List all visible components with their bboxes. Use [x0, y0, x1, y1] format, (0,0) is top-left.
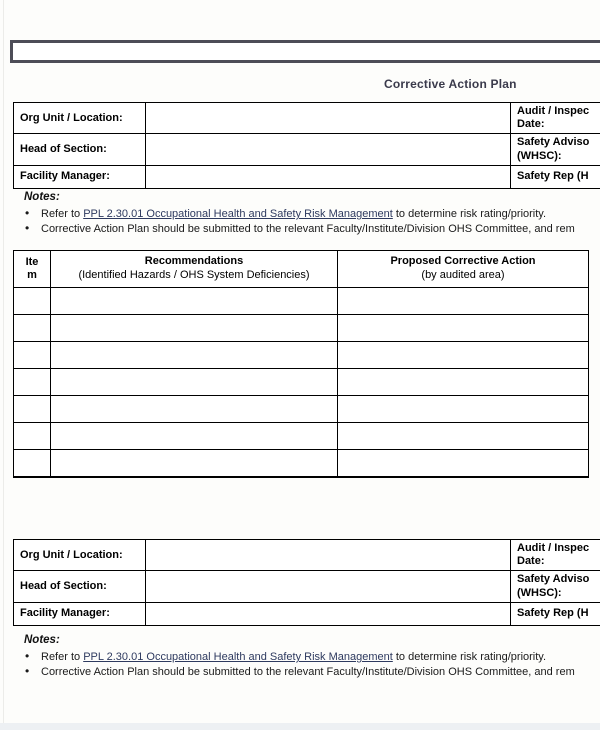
action-cell[interactable] [338, 450, 589, 478]
ppl-policy-link[interactable]: PPL 2.30.01 Occupational Health and Safety Risk Management [83, 651, 393, 663]
safety-advisor-label: Safety Adviso (WHSC): [511, 134, 600, 165]
item-cell[interactable] [14, 342, 51, 369]
table-row [14, 423, 589, 450]
org-unit-value-field[interactable] [146, 103, 511, 134]
note-bullet-refer: • Refer to PPL 2.30.01 Occupational Health and Safety Risk Management to determine risk rating/priority. [24, 650, 600, 664]
table-row [14, 315, 589, 342]
head-of-section-label: Head of Section: [14, 134, 146, 165]
action-cell[interactable] [338, 369, 589, 396]
item-cell[interactable] [14, 315, 51, 342]
table-row [14, 571, 600, 602]
action-cell[interactable] [338, 315, 589, 342]
note-bullet-refer: • Refer to PPL 2.30.01 Occupational Health and Safety Risk Management to determine risk rating/priority. [24, 207, 600, 221]
recommendations-column-header: Recommendations (Identified Hazards / OHS System Deficiencies) [51, 251, 338, 288]
table-row [14, 134, 600, 165]
table-row [14, 369, 589, 396]
facility-manager-label: Facility Manager: [14, 165, 146, 188]
recommendation-cell[interactable] [51, 315, 338, 342]
recommendation-cell[interactable] [51, 396, 338, 423]
item-cell[interactable] [14, 450, 51, 478]
recommendation-cell[interactable] [51, 342, 338, 369]
action-cell[interactable] [338, 342, 589, 369]
recommendation-cell[interactable] [51, 423, 338, 450]
head-of-section-value-field[interactable] [146, 571, 511, 602]
notes-heading: Notes: [24, 191, 60, 203]
notes-section-top [24, 191, 600, 238]
facility-manager-label: Facility Manager: [14, 602, 146, 625]
item-cell[interactable] [14, 288, 51, 315]
table-header-row [14, 251, 589, 288]
org-info-table-top [13, 102, 600, 189]
safety-advisor-label: Safety Adviso (WHSC): [511, 571, 600, 602]
action-cell[interactable] [338, 423, 589, 450]
table-row [14, 396, 589, 423]
audit-date-label: Audit / Inspec Date: [511, 540, 600, 571]
notes-heading: Notes: [24, 634, 60, 646]
org-unit-label: Org Unit / Location: [14, 540, 146, 571]
org-unit-label: Org Unit / Location: [14, 103, 146, 134]
item-cell[interactable] [14, 423, 51, 450]
note-bullet-submission: • Corrective Action Plan should be submitted to the relevant Faculty/Institute/Division OHS Committee, and rem [24, 665, 600, 679]
title-entry-box[interactable] [10, 40, 600, 63]
table-row [14, 602, 600, 625]
document-title: Corrective Action Plan [384, 77, 517, 91]
table-row [14, 288, 589, 315]
corrective-action-table [13, 250, 589, 478]
recommendation-cell[interactable] [51, 450, 338, 478]
recommendation-cell[interactable] [51, 369, 338, 396]
ppl-policy-link[interactable]: PPL 2.30.01 Occupational Health and Safety Risk Management [83, 208, 393, 220]
table-row [14, 103, 600, 134]
audit-date-label: Audit / Inspec Date: [511, 103, 600, 134]
head-of-section-label: Head of Section: [14, 571, 146, 602]
table-row [14, 540, 600, 571]
org-info-table-bottom [13, 539, 600, 626]
page-bottom-edge [0, 723, 600, 730]
head-of-section-value-field[interactable] [146, 134, 511, 165]
proposed-action-column-header: Proposed Corrective Action (by audited area) [338, 251, 589, 288]
item-column-header: Item [14, 251, 51, 288]
safety-rep-label: Safety Rep (H [511, 165, 600, 188]
item-cell[interactable] [14, 396, 51, 423]
table-row [14, 165, 600, 188]
action-cell[interactable] [338, 288, 589, 315]
note-bullet-submission: • Corrective Action Plan should be submitted to the relevant Faculty/Institute/Division OHS Committee, and rem [24, 222, 600, 236]
table-row [14, 342, 589, 369]
item-cell[interactable] [14, 369, 51, 396]
notes-section-bottom [24, 634, 600, 681]
page-edge-line [3, 0, 4, 730]
recommendation-cell[interactable] [51, 288, 338, 315]
facility-manager-value-field[interactable] [146, 165, 511, 188]
safety-rep-label: Safety Rep (H [511, 602, 600, 625]
facility-manager-value-field[interactable] [146, 602, 511, 625]
action-cell[interactable] [338, 396, 589, 423]
table-row [14, 450, 589, 478]
org-unit-value-field[interactable] [146, 540, 511, 571]
